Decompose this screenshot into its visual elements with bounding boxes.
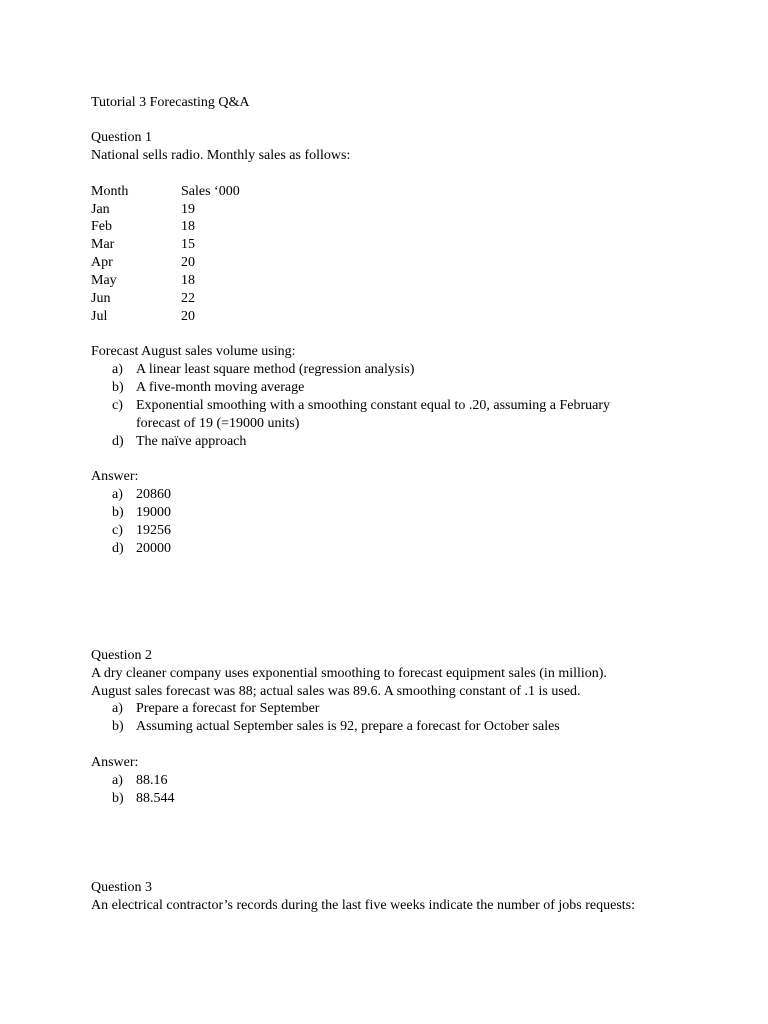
list-item-continuation: forecast of 19 (=19000 units) [136, 416, 300, 431]
document-title: Tutorial 3 Forecasting Q&A [91, 95, 250, 110]
answer-label: a) [112, 773, 123, 788]
table-cell-sales: 15 [181, 237, 195, 252]
table-cell-sales: 18 [181, 273, 195, 288]
list-label: d) [112, 434, 124, 449]
answer-label: a) [112, 487, 123, 502]
answer-value: 20000 [136, 541, 171, 556]
table-cell-month: Jan [91, 202, 110, 217]
answer-value: 19000 [136, 505, 171, 520]
answer-label: d) [112, 541, 124, 556]
list-item: Assuming actual September sales is 92, prepare a forecast for October sales [136, 719, 560, 734]
q1-prompt: Forecast August sales volume using: [91, 344, 296, 359]
q2-paragraph-line: August sales forecast was 88; actual sales was 89.6. A smoothing constant of .1 is used. [91, 684, 581, 699]
q1-intro: National sells radio. Monthly sales as follows: [91, 148, 351, 163]
table-cell-month: Feb [91, 219, 112, 234]
q2-answer-heading: Answer: [91, 755, 139, 770]
table-cell-sales: 20 [181, 255, 195, 270]
answer-value: 20860 [136, 487, 171, 502]
table-cell-month: Apr [91, 255, 113, 270]
list-label: b) [112, 380, 124, 395]
answer-value: 88.16 [136, 773, 168, 788]
answer-value: 88.544 [136, 791, 175, 806]
answer-value: 19256 [136, 523, 171, 538]
table-cell-month: Jun [91, 291, 111, 306]
q3-heading: Question 3 [91, 880, 153, 895]
q2-paragraph-line: A dry cleaner company uses exponential smoothing to forecast equipment sales (in million). [91, 666, 607, 681]
table-cell-sales: 19 [181, 202, 195, 217]
table-cell-sales: 18 [181, 219, 195, 234]
list-label: b) [112, 719, 124, 734]
answer-label: b) [112, 791, 124, 806]
q3-paragraph-line: An electrical contractor’s records during the last five weeks indicate the number of jobs requests: [91, 898, 635, 913]
q1-heading: Question 1 [91, 130, 153, 145]
q2-heading: Question 2 [91, 648, 153, 663]
table-cell-month: Jul [91, 309, 108, 324]
list-item: Exponential smoothing with a smoothing constant equal to .20, assuming a February [136, 398, 610, 413]
answer-label: b) [112, 505, 124, 520]
table-cell-month: May [91, 273, 117, 288]
table-cell-sales: 22 [181, 291, 195, 306]
table-header-month: Month [91, 184, 129, 199]
table-header-sales: Sales ‘000 [181, 184, 240, 199]
table-cell-sales: 20 [181, 309, 195, 324]
list-item: A linear least square method (regression analysis) [136, 362, 415, 377]
q1-answer-heading: Answer: [91, 469, 139, 484]
list-item: The naïve approach [136, 434, 247, 449]
list-label: a) [112, 701, 123, 716]
list-item: A five-month moving average [136, 380, 305, 395]
table-cell-month: Mar [91, 237, 115, 252]
list-label: c) [112, 398, 123, 413]
list-label: a) [112, 362, 123, 377]
list-item: Prepare a forecast for September [136, 701, 320, 716]
answer-label: c) [112, 523, 123, 538]
